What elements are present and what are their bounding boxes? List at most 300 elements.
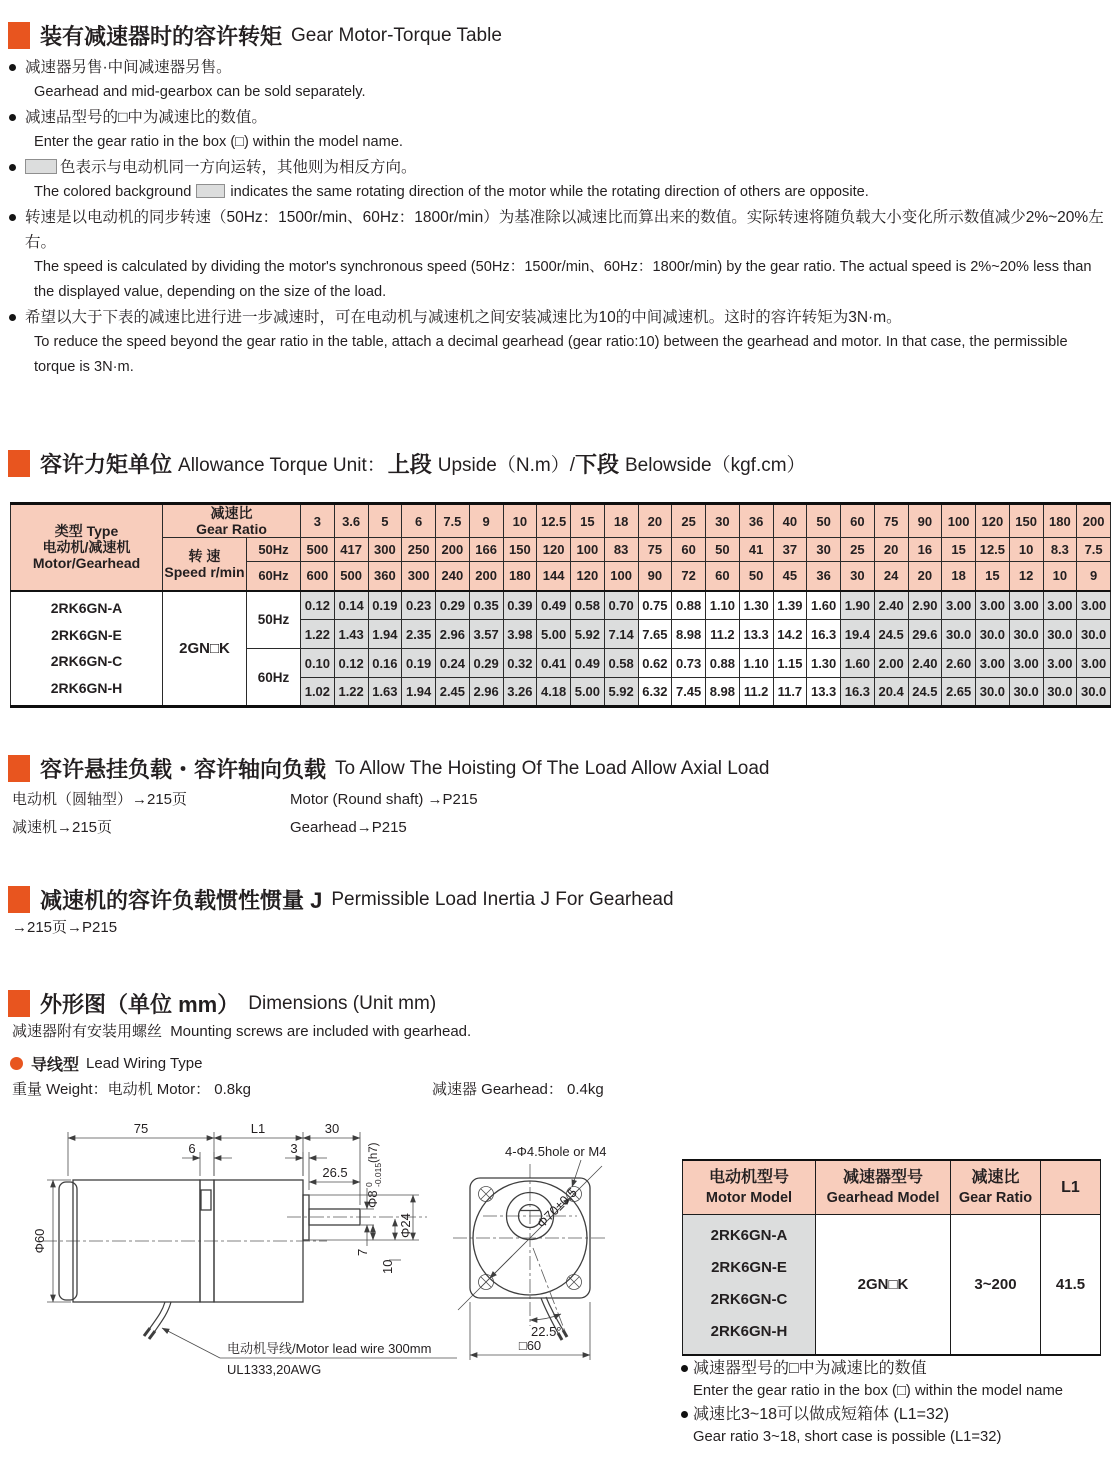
gear-ratio-value-cell: 90 xyxy=(908,504,942,538)
torque-value-cell: 5.92 xyxy=(604,678,638,707)
gear-ratio-value-cell: 18 xyxy=(604,504,638,538)
notes-list xyxy=(8,55,1110,380)
terminal-notch xyxy=(201,1190,211,1210)
model-table-row xyxy=(683,1215,1101,1355)
torque-value-cell: 3.00 xyxy=(976,591,1010,620)
speed-value-cell: 37 xyxy=(773,538,807,562)
torque-value-cell: 3.00 xyxy=(1009,649,1043,678)
gear-ratio-value-cell: 25 xyxy=(672,504,706,538)
hoisting-load-title xyxy=(8,753,769,784)
weight-gearhead: 减速器 Gearhead： 0.4kg xyxy=(432,1081,604,1098)
torque-value-cell: 1.15 xyxy=(773,649,807,678)
speed-value-cell: 15 xyxy=(942,538,976,562)
l1-value-cell: 41.5 xyxy=(1041,1215,1101,1355)
torque-value-cell: 3.00 xyxy=(1043,591,1077,620)
torque-value-cell: 2.96 xyxy=(469,678,503,707)
list-item xyxy=(8,155,1110,205)
weight-motor: 重量 Weight：电动机 Motor： 0.8kg xyxy=(12,1081,251,1098)
torque-value-cell: 16.3 xyxy=(807,620,841,649)
speed-value-cell: 30 xyxy=(841,562,875,591)
torque-value-cell: 0.49 xyxy=(571,649,605,678)
speed-value-cell: 8.3 xyxy=(1043,538,1077,562)
torque-value-cell: 13.3 xyxy=(739,620,773,649)
note-en: To reduce the speed beyond the gear ratio in the table, attach a decimal gearhead (gear ratio:10) between the gearhead and motor. In that case, the permissible torque is 3N·m. xyxy=(34,334,1068,375)
torque-value-cell: 1.10 xyxy=(706,591,740,620)
dim-26-5: 26.5 xyxy=(322,1165,348,1180)
torque-value-cell: 7.65 xyxy=(638,620,672,649)
note-en: Gear ratio 3~18, short case is possible (L1=32) xyxy=(693,1429,1002,1445)
list-item xyxy=(8,105,1110,155)
title-en: Gear Motor-Torque Table xyxy=(291,24,502,46)
model-table-notes xyxy=(681,1357,1117,1449)
torque-table xyxy=(10,502,1111,708)
speed-value-cell: 12.5 xyxy=(976,538,1010,562)
gearhead-model-cell: 2GN□K xyxy=(163,591,247,707)
gear-ratio-header-cell: 减速比 Gear Ratio xyxy=(163,504,301,538)
speed-value-cell: 600 xyxy=(301,562,335,591)
header-label: L1 xyxy=(1061,1178,1080,1196)
torque-value-cell: 0.88 xyxy=(672,591,706,620)
holes-label: 4-Φ4.5hole or M4 xyxy=(505,1144,607,1159)
hz-label-cell: 60Hz xyxy=(247,649,301,707)
gear-ratio-value-cell: 100 xyxy=(942,504,976,538)
torque-value-cell: 0.62 xyxy=(638,649,672,678)
torque-value-cell: 5.92 xyxy=(571,620,605,649)
torque-value-cell: 0.35 xyxy=(469,591,503,620)
torque-value-cell: 30.0 xyxy=(1009,678,1043,707)
speed-value-cell: 90 xyxy=(638,562,672,591)
speed-value-cell: 417 xyxy=(334,538,368,562)
gear-ratio-value-cell: 60 xyxy=(841,504,875,538)
speed-value-cell: 240 xyxy=(436,562,470,591)
torque-value-cell: 8.98 xyxy=(706,678,740,707)
torque-value-cell: 0.24 xyxy=(436,649,470,678)
note-en: Gearhead and mid-gearbox can be sold separately. xyxy=(34,84,366,100)
speed-value-cell: 180 xyxy=(503,562,537,591)
torque-value-cell: 0.88 xyxy=(706,649,740,678)
gear-ratio-cell: 3~200 xyxy=(951,1215,1041,1355)
bullet-icon xyxy=(9,114,16,121)
note-en-pre: The colored background xyxy=(34,184,192,200)
gearhead-model-cell: 2GN□K xyxy=(816,1215,951,1355)
gear-ratio-value-cell: 150 xyxy=(1009,504,1043,538)
torque-value-cell: 0.75 xyxy=(638,591,672,620)
torque-value-cell: 1.94 xyxy=(402,678,436,707)
torque-value-cell: 3.00 xyxy=(1009,591,1043,620)
front-view-drawing xyxy=(453,1144,607,1360)
speed-value-cell: 18 xyxy=(942,562,976,591)
note-cn: 减速品型号的□中为减速比的数值。 xyxy=(25,109,267,126)
torque-value-cell: 19.4 xyxy=(841,620,875,649)
model-table-header-row xyxy=(683,1160,1101,1215)
title-cn: 装有减速器时的容许转矩 xyxy=(40,24,283,49)
speed-value-cell: 15 xyxy=(976,562,1010,591)
torque-value-cell: 0.16 xyxy=(368,649,402,678)
hoist-ref-cn xyxy=(12,786,187,842)
torque-value-cell: 3.98 xyxy=(503,620,537,649)
gear-ratio-header xyxy=(951,1160,1041,1215)
torque-value-cell: 0.12 xyxy=(334,649,368,678)
hoist-ref-en xyxy=(290,786,478,842)
dim-6: 6 xyxy=(188,1141,196,1156)
bullet-icon xyxy=(9,64,16,71)
dimensions-title xyxy=(8,988,436,1019)
gear-ratio-value-cell: 10 xyxy=(503,504,537,538)
torque-value-cell: 2.35 xyxy=(402,620,436,649)
type-header-cell: 类型 Type 电动机/减速机 Motor/Gearhead xyxy=(11,504,163,591)
torque-value-cell: 1.22 xyxy=(334,678,368,707)
torque-value-cell: 0.58 xyxy=(571,591,605,620)
torque-value-cell: 0.58 xyxy=(604,649,638,678)
torque-value-cell: 1.30 xyxy=(807,649,841,678)
gear-ratio-value-cell: 3 xyxy=(301,504,335,538)
title-cn: 减速机的容许负载惯性惯量 J xyxy=(40,888,323,913)
model-name: 2RK6GN-H xyxy=(710,1323,788,1341)
torque-value-cell: 30.0 xyxy=(1077,620,1111,649)
torque-value-cell: 14.2 xyxy=(773,620,807,649)
torque-value-cell: 29.6 xyxy=(908,620,942,649)
torque-value-cell: 0.39 xyxy=(503,591,537,620)
gear-ratio-value-cell: 36 xyxy=(739,504,773,538)
torque-value-cell: 1.63 xyxy=(368,678,402,707)
bullet-icon xyxy=(9,164,16,171)
speed-value-cell: 24 xyxy=(874,562,908,591)
speed-value-cell: 36 xyxy=(807,562,841,591)
torque-value-cell: 0.19 xyxy=(402,649,436,678)
speed-value-cell: 100 xyxy=(604,562,638,591)
speed-value-cell: 10 xyxy=(1009,538,1043,562)
torque-value-cell: 1.90 xyxy=(841,591,875,620)
speed-value-cell: 60 xyxy=(706,562,740,591)
speed-value-cell: 25 xyxy=(841,538,875,562)
list-item xyxy=(8,55,1110,105)
torque-value-cell: 3.26 xyxy=(503,678,537,707)
speed-value-cell: 50 xyxy=(706,538,740,562)
torque-value-cell: 30.0 xyxy=(1043,678,1077,707)
gear-ratio-value-cell: 40 xyxy=(773,504,807,538)
torque-value-cell: 8.98 xyxy=(672,620,706,649)
ref-line: 电动机（圆轴型）→215页 xyxy=(12,791,188,808)
title-en: Permissible Load Inertia J For Gearhead xyxy=(331,888,674,910)
note-en: The speed is calculated by dividing the motor's synchronous speed (50Hz：1500r/min、60Hz：1800r/min) by the gear ratio. The actual speed is 2%~20% less than the displayed value, depending on the size of the load. xyxy=(34,259,1092,300)
header-en: Gearhead Model xyxy=(826,1189,940,1206)
note-cn-text: 色表示与电动机同一方向运转，其他则为相反方向。 xyxy=(60,159,417,176)
dim-phi8-upper: 0 xyxy=(364,1182,374,1187)
speed-value-cell: 50 xyxy=(739,562,773,591)
speed-value-cell: 9 xyxy=(1077,562,1111,591)
torque-value-cell: 11.7 xyxy=(773,678,807,707)
torque-value-cell: 11.2 xyxy=(706,620,740,649)
torque-value-cell: 24.5 xyxy=(874,620,908,649)
torque-value-cell: 3.00 xyxy=(976,649,1010,678)
speed-value-cell: 300 xyxy=(368,538,402,562)
gear-ratio-value-cell: 15 xyxy=(571,504,605,538)
torque-value-cell: 2.96 xyxy=(436,620,470,649)
dim-angle: 22.5° xyxy=(531,1324,562,1339)
label-en: Lead Wiring Type xyxy=(86,1055,203,1072)
torque-value-cell: 0.41 xyxy=(537,649,571,678)
torque-value-cell: 0.29 xyxy=(469,649,503,678)
speed-value-cell: 45 xyxy=(773,562,807,591)
gearhead-model-header xyxy=(816,1160,951,1215)
orange-bullet-icon xyxy=(10,1057,23,1070)
section-marker-icon xyxy=(8,450,30,477)
header-cn: 电动机型号 xyxy=(708,1168,789,1186)
gear-ratio-value-cell: 30 xyxy=(706,504,740,538)
torque-value-cell: 3.00 xyxy=(1043,649,1077,678)
list-item xyxy=(8,205,1110,305)
ref-line: 减速机→215页 xyxy=(12,819,113,836)
torque-value-cell: 0.29 xyxy=(436,591,470,620)
torque-value-cell: 7.14 xyxy=(604,620,638,649)
dim-phi70: Φ70±0.5 xyxy=(533,1184,580,1231)
gear-ratio-value-cell: 6 xyxy=(402,504,436,538)
note-cn: 减速器型号的□中为减速比的数值 xyxy=(693,1360,927,1377)
inertia-ref: →215页→P215 xyxy=(12,919,118,936)
dim-75: 75 xyxy=(133,1121,149,1136)
bullet-icon xyxy=(681,1411,688,1418)
gear-ratio-value-cell: 20 xyxy=(638,504,672,538)
note-cn: 希望以大于下表的减速比进行进一步减速时，可在电动机与减速机之间安装减速比为10的中间减速机。这时的容许转矩为3N·m。 xyxy=(25,309,902,326)
torque-value-cell: 2.60 xyxy=(942,649,976,678)
speed-value-cell: 500 xyxy=(301,538,335,562)
speed-value-cell: 60 xyxy=(672,538,706,562)
title-cn: 容许悬挂负载・容许轴向负载 xyxy=(40,757,327,782)
model-name: 2RK6GN-E xyxy=(711,1259,787,1277)
hz-label-cell: 50Hz xyxy=(247,591,301,649)
torque-value-cell: 3.00 xyxy=(1077,591,1111,620)
torque-value-cell: 30.0 xyxy=(1077,678,1111,707)
speed-value-cell: 83 xyxy=(604,538,638,562)
torque-value-cell: 30.0 xyxy=(942,620,976,649)
note-cn: 减速器另售·中间减速器另售。 xyxy=(25,59,232,76)
speed-value-cell: 72 xyxy=(672,562,706,591)
dim-phi8-lower: -0.015 xyxy=(373,1162,383,1187)
list-item xyxy=(8,305,1110,380)
torque-value-cell: 2.40 xyxy=(874,591,908,620)
section-marker-icon xyxy=(8,990,30,1017)
torque-value-cell: 1.02 xyxy=(301,678,335,707)
torque-value-cell: 24.5 xyxy=(908,678,942,707)
torque-value-cell: 20.4 xyxy=(874,678,908,707)
torque-value-cell: 30.0 xyxy=(976,678,1010,707)
torque-value-cell: 1.39 xyxy=(773,591,807,620)
torque-value-cell: 0.12 xyxy=(301,591,335,620)
header-cn: 减速比 xyxy=(971,1168,1020,1186)
lead-wire-label: 电动机导线/Motor lead wire 300mm xyxy=(227,1341,432,1356)
note-cn: 减速器附有安装用螺丝 xyxy=(12,1023,163,1040)
gear-motor-torque-title xyxy=(8,20,502,51)
torque-value-cell: 3.00 xyxy=(1077,649,1111,678)
torque-header-row xyxy=(11,504,1111,538)
motor-model-header xyxy=(683,1160,816,1215)
model-name: 2RK6GN-C xyxy=(710,1291,788,1309)
ref-line: Motor (Round shaft) →P215 xyxy=(290,791,478,808)
speed-value-cell: 20 xyxy=(874,538,908,562)
note-cn: 减速比3~18可以做成短箱体 (L1=32) xyxy=(693,1406,950,1423)
load-inertia-title xyxy=(8,884,674,915)
torque-value-cell: 0.14 xyxy=(334,591,368,620)
speed-value-cell: 144 xyxy=(537,562,571,591)
dim-phi60: Φ60 xyxy=(32,1228,47,1254)
torque-value-cell: 0.23 xyxy=(402,591,436,620)
gear-ratio-value-cell: 9 xyxy=(469,504,503,538)
dim-phi8-fit: (h7) xyxy=(368,1142,380,1163)
speed-value-cell: 12 xyxy=(1009,562,1043,591)
torque-value-cell: 0.10 xyxy=(301,649,335,678)
dim-30: 30 xyxy=(324,1121,340,1136)
section-marker-icon xyxy=(8,22,30,49)
speed-value-cell: 16 xyxy=(908,538,942,562)
torque-value-cell: 30.0 xyxy=(1043,620,1077,649)
torque-value-cell: 1.30 xyxy=(739,591,773,620)
title-en: Allowance Torque Unit： xyxy=(178,455,386,476)
gear-ratio-value-cell: 12.5 xyxy=(537,504,571,538)
color-swatch xyxy=(25,159,57,174)
speed-50hz-row xyxy=(11,538,1111,562)
torque-50hz-nm-row xyxy=(11,591,1111,620)
title-en: Upside（N.m）/ xyxy=(437,455,575,476)
hz-50-label-cell: 50Hz xyxy=(247,538,301,562)
motor-models-cell xyxy=(683,1215,816,1355)
gear-ratio-value-cell: 50 xyxy=(807,504,841,538)
torque-value-cell: 0.32 xyxy=(503,649,537,678)
torque-value-cell: 0.73 xyxy=(672,649,706,678)
speed-value-cell: 20 xyxy=(908,562,942,591)
torque-value-cell: 16.3 xyxy=(841,678,875,707)
gear-ratio-value-cell: 180 xyxy=(1043,504,1077,538)
speed-value-cell: 30 xyxy=(807,538,841,562)
torque-value-cell: 1.94 xyxy=(368,620,402,649)
torque-value-cell: 5.00 xyxy=(537,620,571,649)
torque-value-cell: 6.32 xyxy=(638,678,672,707)
title-en: To Allow The Hoisting Of The Load Allow Axial Load xyxy=(335,757,770,779)
speed-value-cell: 120 xyxy=(537,538,571,562)
torque-value-cell: 2.40 xyxy=(908,649,942,678)
weight-line xyxy=(12,1078,604,1099)
torque-value-cell: 13.3 xyxy=(807,678,841,707)
note-en: Mounting screws are included with gearhead. xyxy=(170,1023,472,1040)
torque-value-cell: 3.00 xyxy=(942,591,976,620)
torque-value-cell: 1.10 xyxy=(739,649,773,678)
lead-wiring-type-label xyxy=(10,1052,202,1075)
section-marker-icon xyxy=(8,886,30,913)
speed-value-cell: 75 xyxy=(638,538,672,562)
torque-value-cell: 0.49 xyxy=(537,591,571,620)
header-en: Gear Ratio xyxy=(958,1189,1033,1206)
torque-value-cell: 4.18 xyxy=(537,678,571,707)
speed-value-cell: 166 xyxy=(469,538,503,562)
dim-3: 3 xyxy=(290,1141,298,1156)
note-item xyxy=(681,1357,1117,1380)
torque-value-cell: 5.00 xyxy=(571,678,605,707)
torque-value-cell: 30.0 xyxy=(1009,620,1043,649)
header-cn: 减速器型号 xyxy=(842,1168,923,1186)
speed-value-cell: 100 xyxy=(571,538,605,562)
speed-value-cell: 41 xyxy=(739,538,773,562)
torque-value-cell: 1.60 xyxy=(807,591,841,620)
header-en: Motor Model xyxy=(705,1189,793,1206)
title-cn: 外形图（单位 mm） xyxy=(40,992,240,1017)
title-cn: 容许力矩单位 xyxy=(40,452,173,477)
torque-value-cell: 0.70 xyxy=(604,591,638,620)
side-view-drawing xyxy=(32,1121,457,1377)
allowance-torque-unit-title xyxy=(8,448,806,479)
torque-value-cell: 3.57 xyxy=(469,620,503,649)
shaft-boss xyxy=(303,1195,309,1240)
note-item xyxy=(681,1403,1117,1426)
dim-7: 7 xyxy=(355,1248,370,1256)
torque-value-cell: 2.90 xyxy=(908,591,942,620)
title-cn: 上段 xyxy=(387,452,432,477)
dim-phi24: Φ24 xyxy=(398,1213,413,1238)
title-en: Dimensions (Unit mm) xyxy=(248,992,437,1014)
speed-value-cell: 300 xyxy=(402,562,436,591)
section-marker-icon xyxy=(8,755,30,782)
torque-value-cell: 7.45 xyxy=(672,678,706,707)
speed-value-cell: 360 xyxy=(368,562,402,591)
speed-value-cell: 200 xyxy=(469,562,503,591)
note-cn xyxy=(25,155,1110,180)
hz-60-label-cell: 60Hz xyxy=(247,562,301,591)
torque-value-cell: 0.19 xyxy=(368,591,402,620)
speed-value-cell: 150 xyxy=(503,538,537,562)
l1-header xyxy=(1041,1160,1101,1215)
torque-value-cell: 1.60 xyxy=(841,649,875,678)
note-cn: 转速是以电动机的同步转速（50Hz：1500r/min、60Hz：1800r/min）为基准除以减速比而算出来的数值。实际转速将随负载大小变化所示数值减少2%~20%左右。 xyxy=(25,209,1104,251)
speed-value-cell: 500 xyxy=(334,562,368,591)
torque-value-cell: 11.2 xyxy=(739,678,773,707)
dim-10: 10 xyxy=(380,1259,395,1274)
title-cn: 下段 xyxy=(574,452,619,477)
model-name: 2RK6GN-A xyxy=(710,1227,788,1245)
lead-wire-spec: UL1333,20AWG xyxy=(227,1362,322,1377)
label-cn: 导线型 xyxy=(31,1057,80,1074)
dim-phi8: Φ8 xyxy=(365,1190,380,1208)
torque-value-cell: 1.43 xyxy=(334,620,368,649)
note-en: Enter the gear ratio in the box (□) within the model name xyxy=(693,1383,1064,1399)
motor-models-cell: 2RK6GN-A 2RK6GN-E 2RK6GN-C 2RK6GN-H xyxy=(11,591,163,707)
note-en: Enter the gear ratio in the box (□) within the model name. xyxy=(34,134,403,150)
speed-value-cell: 250 xyxy=(402,538,436,562)
bullet-icon xyxy=(681,1365,688,1372)
speed-value-cell: 10 xyxy=(1043,562,1077,591)
torque-value-cell: 1.22 xyxy=(301,620,335,649)
torque-value-cell: 2.00 xyxy=(874,649,908,678)
ref-line: Gearhead→P215 xyxy=(290,819,407,836)
torque-value-cell: 2.65 xyxy=(942,678,976,707)
dim-l1: L1 xyxy=(250,1121,266,1136)
torque-value-cell: 2.45 xyxy=(436,678,470,707)
speed-value-cell: 120 xyxy=(571,562,605,591)
gear-ratio-value-cell: 5 xyxy=(368,504,402,538)
color-swatch xyxy=(196,184,225,198)
bullet-icon xyxy=(9,214,16,221)
speed-value-cell: 7.5 xyxy=(1077,538,1111,562)
model-table xyxy=(682,1159,1101,1356)
speed-value-cell: 200 xyxy=(436,538,470,562)
torque-value-cell: 30.0 xyxy=(976,620,1010,649)
dimension-drawing xyxy=(15,1108,715,1473)
bullet-icon xyxy=(9,314,16,321)
dim-square60: □60 xyxy=(518,1338,542,1353)
note-en-post: indicates the same rotating direction of the motor while the rotating direction of others are opposite. xyxy=(230,184,869,200)
mounting-screws-note xyxy=(12,1020,471,1041)
gear-ratio-value-cell: 7.5 xyxy=(436,504,470,538)
note-en xyxy=(25,180,1110,205)
gear-ratio-value-cell: 3.6 xyxy=(334,504,368,538)
gear-ratio-value-cell: 120 xyxy=(976,504,1010,538)
